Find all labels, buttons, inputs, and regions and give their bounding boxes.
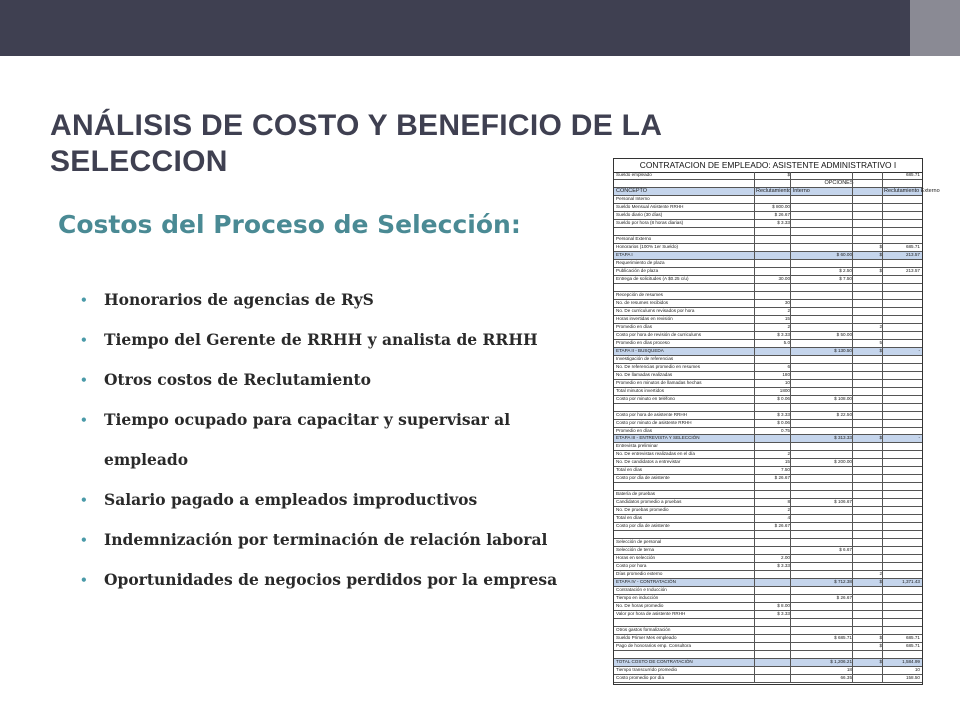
column-divider (754, 172, 755, 683)
table-cell: Honorarios (100% 1er Sueldo) (616, 243, 679, 249)
table-cell: ETAPA I (616, 251, 633, 257)
table-row (614, 475, 922, 483)
bullet-icon: • (80, 373, 88, 387)
table-cell: $ 3.33 (777, 331, 790, 337)
table-row (614, 204, 922, 212)
table-row (614, 651, 922, 659)
column-divider (882, 172, 883, 683)
table-row (614, 372, 922, 380)
table-cell: 2 (787, 307, 790, 313)
table-row (614, 420, 922, 428)
table-row (614, 595, 922, 603)
table-row (614, 396, 922, 404)
table-cell: 213.57 (905, 251, 920, 257)
table-cell: No. De llamadas realizadas (616, 371, 673, 377)
table-cell: Sueldo Primer Mes empleado (616, 635, 677, 641)
table-cell: Pago de honorarios emp. Consultora (616, 643, 692, 649)
table-row (614, 244, 922, 252)
table-cell: 2 (787, 323, 790, 329)
table-row (614, 356, 922, 364)
table-cell: $ (879, 635, 882, 641)
table-cell: $ 0.06 (777, 419, 790, 425)
table-cell: $ 1,206.21 (830, 659, 852, 665)
table-cell: $ 26.67 (836, 595, 852, 601)
bullet-item (80, 560, 580, 600)
table-cell: Entrevista preliminar (616, 443, 658, 449)
table-cell: 2 (879, 323, 882, 329)
table-cell: Costo por hora de asistente RRHH (616, 411, 687, 417)
bullet-text: Salario pagado a empleados improductivos (104, 490, 478, 509)
table-cell: 685.71 (905, 243, 920, 249)
table-cell: $ (879, 579, 882, 585)
table-cell: No. de resumes recibidos (616, 299, 669, 305)
table-cell: $ 60.00 (836, 251, 852, 257)
table-row (614, 507, 922, 515)
table-cell: Costo promedio por día (616, 675, 665, 681)
table-row (614, 483, 922, 491)
table-cell: $ (879, 243, 882, 249)
table-row (614, 675, 922, 683)
table-cell: Costo por minuto en teléfono (616, 395, 675, 401)
table-row (614, 531, 922, 539)
table-row (614, 380, 922, 388)
table-cell: $ 200.00 (834, 459, 852, 465)
table-cell: 6 (787, 363, 790, 369)
table-cell: ETAPA IV - CONTRATACIÓN (616, 579, 676, 585)
table-cell: $ (787, 172, 790, 177)
table-row (614, 324, 922, 332)
table-row (614, 364, 922, 372)
table-row (614, 284, 922, 292)
table-cell: $ (879, 643, 882, 649)
table-row (614, 467, 922, 475)
table-cell: Requerimiento de plaza (616, 259, 665, 265)
table-cell: ETAPA III - ENTREVISTA Y SELECCIÓN (616, 435, 700, 441)
table-cell: $ 130.50 (834, 347, 852, 353)
bullet-icon: • (80, 533, 88, 547)
table-cell: 15 (784, 459, 790, 465)
bullet-text: Tiempo del Gerente de RRHH y analista de RRHH (104, 330, 538, 349)
table-row (614, 667, 922, 675)
table-cell: No. De curriculums revisados por hora (616, 307, 695, 313)
table-cell: No. De horas promedio (616, 603, 664, 609)
table-cell: Total minutos invertidos (616, 387, 665, 393)
table-cell: Selección de terna (616, 547, 655, 553)
table-cell: Promedio en días (616, 323, 653, 329)
cost-spreadsheet (613, 158, 940, 685)
table-cell: Total en días (616, 515, 643, 521)
table-cell: Horas invertidas en revisión (616, 315, 673, 321)
table-cell: 685.71 (905, 635, 920, 641)
bullet-icon: • (80, 493, 88, 507)
table-row (614, 627, 922, 635)
table-row (614, 499, 922, 507)
table-cell: Costo por día de asistente (616, 523, 670, 529)
table-cell: Batería de pruebas (616, 491, 656, 497)
table-row (614, 635, 922, 643)
table-cell: Total en días (616, 467, 643, 473)
table-row (614, 459, 922, 467)
table-cell: $ (879, 435, 882, 441)
table-cell: $ 26.67 (774, 523, 790, 529)
table-row (614, 212, 922, 220)
table-row (614, 523, 922, 531)
table-cell: 2 (879, 571, 882, 577)
table-cell: Promedio en días (616, 427, 653, 433)
table-cell: $ 3.33 (777, 219, 790, 225)
table-row (614, 451, 922, 459)
column-divider (852, 172, 853, 683)
table-cell: 180 (782, 371, 790, 377)
table-cell: 685.71 (905, 172, 920, 177)
table-cell: $ 26.67 (774, 475, 790, 481)
table-cell: 15 (784, 315, 790, 321)
table-cell: Sueldo empleado (616, 172, 652, 177)
table-cell: $ (879, 347, 882, 353)
table-cell: Tiempo transcurrido promedio (616, 667, 678, 673)
bullet-icon: • (80, 293, 88, 307)
table-cell: Promedio en minutos de llamadas hechas (616, 379, 702, 385)
table-row (614, 308, 922, 316)
table-row (614, 619, 922, 627)
table-cell: 685.71 (905, 643, 920, 649)
table-cell: $ 800.00 (772, 203, 790, 209)
table-row (614, 268, 922, 276)
table-row (614, 220, 922, 228)
table-row (614, 404, 922, 412)
table-cell: 1800 (779, 387, 790, 393)
table-row (614, 579, 922, 587)
slide-title: ANÁLISIS DE COSTO Y BENEFICIO DE LA SELECCION (50, 109, 662, 178)
options-label: OPCIONES (824, 179, 854, 186)
bullet-item (80, 320, 580, 360)
table-cell: Selección de personal (616, 539, 662, 545)
table-row (614, 435, 922, 443)
table-cell: Sueldo por hora (8 horas diarias) (616, 219, 684, 225)
bullet-item (80, 480, 580, 520)
table-cell: 1,584.99 (902, 659, 920, 665)
table-cell: $ 108.00 (834, 395, 852, 401)
bullet-item (80, 400, 580, 480)
bullet-text: Honorarios de agencias de RyS (104, 290, 374, 309)
table-row (614, 587, 922, 595)
options-header (614, 180, 922, 187)
table-row (614, 228, 922, 236)
bullet-icon: • (80, 333, 88, 347)
table-row (614, 292, 922, 300)
table-cell: $ 50.00 (836, 331, 852, 337)
table-cell: - (918, 347, 920, 353)
table-row (614, 348, 922, 356)
table-cell: 158.50 (905, 675, 920, 681)
bullet-item (80, 520, 580, 560)
table-row (614, 260, 922, 268)
table-cell: Costo por hora de revisión de curriculums (616, 331, 702, 337)
column-divider (790, 172, 791, 683)
table-row (614, 332, 922, 340)
table-cell: Reclutamiento Interno (756, 187, 810, 194)
table-cell: $ 313.33 (834, 435, 852, 441)
table-cell: Sueldo diario (30 días) (616, 211, 663, 217)
table-row (614, 611, 922, 619)
bullet-item (80, 360, 580, 400)
bullet-text: Tiempo ocupado para capacitar y supervisar al empleado (104, 410, 511, 469)
table-row (614, 555, 922, 563)
table-cell: $ 3.33 (777, 563, 790, 569)
table-cell: 66.35 (840, 675, 852, 681)
table-cell: 30.00 (778, 275, 790, 281)
table-row (614, 412, 922, 420)
top-banner (0, 0, 960, 56)
table-cell: Personal Externo (616, 235, 652, 241)
bullet-icon: • (80, 573, 88, 587)
table-cell: $ 0.06 (777, 395, 790, 401)
table-cell: Sueldo Mensual Asistente RRHH (616, 203, 684, 209)
bullet-text: Indemnización por terminación de relación laboral (104, 530, 548, 549)
table-row (614, 643, 922, 651)
table-row (614, 187, 940, 196)
table-cell: $ 3.33 (777, 611, 790, 617)
table-cell: $ 7.50 (839, 275, 852, 281)
table-row (614, 316, 922, 324)
table-row (614, 491, 922, 499)
table-cell: $ (879, 267, 882, 273)
table-cell: Recepción de resumes (616, 291, 663, 297)
bullet-list (80, 280, 580, 600)
table-cell: Investigación de referencias (616, 355, 674, 361)
table-row (614, 603, 922, 611)
table-cell: $ 712.38 (834, 579, 852, 585)
table-cell: $ 26.67 (774, 211, 790, 217)
table-cell: 10 (914, 667, 920, 673)
table-cell: Días promedio externo (616, 571, 663, 577)
table-cell: Tiempo en inducción (616, 595, 659, 601)
table-cell: No. De candidatos a entrevistar (616, 459, 681, 465)
table-cell: Valor por hora de asistente RRHH (616, 611, 686, 617)
bullet-icon: • (80, 413, 88, 427)
bullet-item (80, 280, 580, 320)
table-cell: No. De entrevistas realizadas en el día (616, 451, 695, 457)
table-row (614, 252, 922, 260)
table-cell: 213.57 (905, 267, 920, 273)
table-cell: $ 8.00 (777, 603, 790, 609)
table-cell: Contratación e Inducción (616, 587, 667, 593)
table-cell: 2 (787, 451, 790, 457)
table-cell: $ 3.33 (777, 411, 790, 417)
table-row (614, 539, 922, 547)
table-cell: 5.0 (783, 339, 790, 345)
table-cell: No. De pruebas promedio (616, 507, 669, 513)
table-row (614, 172, 922, 180)
table-cell: Personal Interno (616, 195, 650, 201)
table-cell: Costo por minuto de asistente RRHH (616, 419, 692, 425)
bullet-text: Otros costos de Reclutamiento (104, 370, 371, 389)
table-row (614, 563, 922, 571)
table-cell: $ 22.50 (836, 411, 852, 417)
table-row (614, 276, 922, 284)
table-cell: $ 6.67 (839, 547, 852, 553)
table-cell: 18 (846, 667, 852, 673)
bullet-text: Oportunidades de negocios perdidos por la empresa (104, 570, 558, 589)
table-cell: 2.00 (781, 555, 790, 561)
table-cell: 5 (879, 339, 882, 345)
table-cell: $ 106.67 (834, 499, 852, 505)
table-cell: 2 (787, 507, 790, 513)
table-cell: $ (879, 251, 882, 257)
table-cell: Horas en selección (616, 555, 656, 561)
spreadsheet-title: CONTRATACION DE EMPLEADO: ASISTENTE ADMINISTRATIVO I (614, 159, 922, 173)
table-cell: 1,371.43 (902, 579, 920, 585)
table-cell: CONCEPTO (616, 187, 648, 194)
table-row (614, 196, 922, 204)
table-cell: TOTAL COSTO DE CONTRATACIÓN (616, 659, 693, 665)
table-cell: 0.75 (781, 427, 790, 433)
table-cell: No. De referencias promedio en resumes (616, 363, 701, 369)
table-cell: Publicación de plaza (616, 267, 659, 273)
table-row (614, 571, 922, 579)
table-row (614, 236, 922, 244)
table-cell: 30 (784, 299, 790, 305)
table-row (614, 515, 922, 523)
table-cell: Promedio en días proceso (616, 339, 670, 345)
table-cell: 7.50 (781, 467, 790, 473)
table-cell: Costo por hora (616, 563, 647, 569)
table-cell: 8 (787, 499, 790, 505)
table-cell: 4 (787, 515, 790, 521)
table-row (614, 388, 922, 396)
top-banner-accent (910, 0, 960, 56)
table-cell: Reclutamiento Externo (884, 187, 940, 194)
table-row (614, 659, 922, 667)
table-row (614, 300, 922, 308)
table-row (614, 340, 922, 348)
table-cell: Costo por día de asistente (616, 475, 670, 481)
table-cell: Entrega de solicitudes (A $0.25 c/u) (616, 275, 689, 281)
table-cell: $ (879, 659, 882, 665)
table-cell: ETAPA II - BUSQUEDA (616, 347, 664, 353)
table-cell: Otros gastos formalización (616, 627, 671, 633)
table-cell: Candidatos promedio a pruebas (616, 499, 682, 505)
table-cell: $ 685.71 (834, 635, 852, 641)
table-cell: $ 2.50 (839, 267, 852, 273)
table-cell: - (918, 435, 920, 441)
slide-subtitle: Costos del Proceso de Selección: (58, 210, 521, 239)
table-row (614, 547, 922, 555)
table-cell: 10 (784, 379, 790, 385)
table-row (614, 443, 922, 451)
